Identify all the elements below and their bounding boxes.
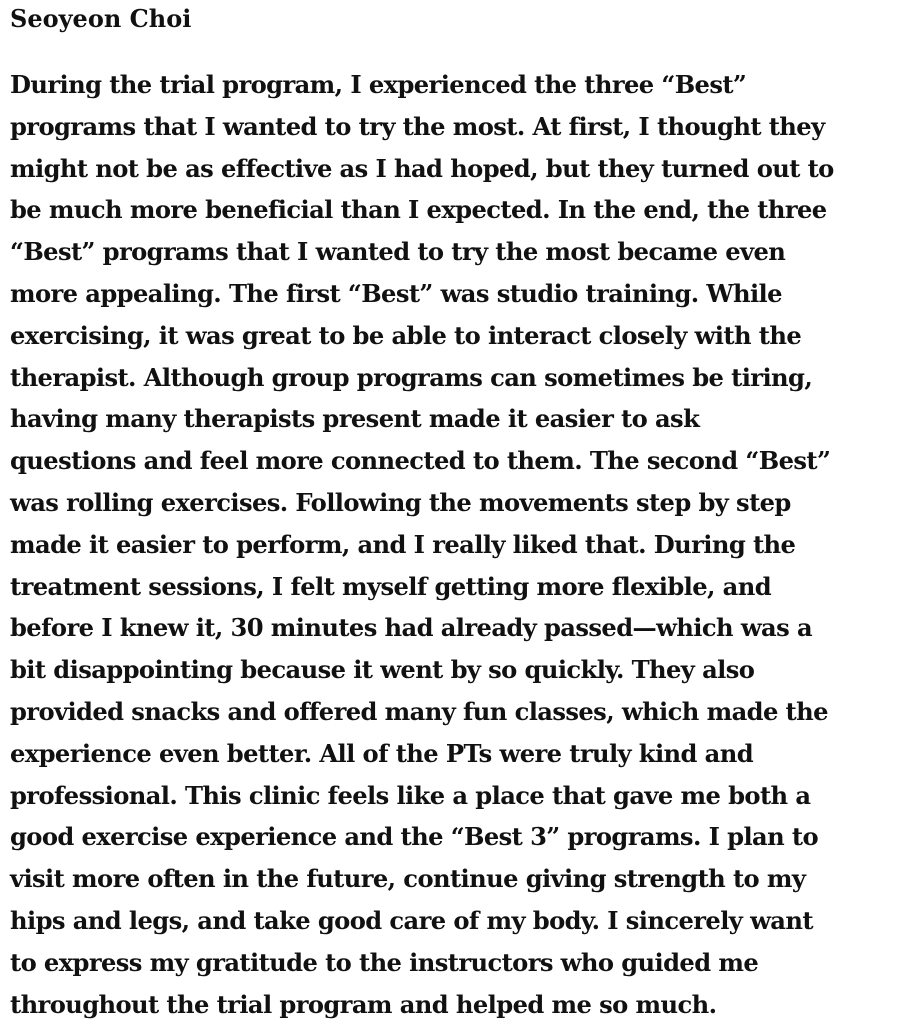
review-line: bit disappointing because it went by so quickly. They also: [10, 655, 755, 685]
review-line: experience even better. All of the PTs were truly kind and: [10, 738, 754, 768]
review-line: programs that I wanted to try the most. At first, I thought they: [10, 111, 825, 141]
review-line: treatment sessions, I felt myself getting more flexible, and: [10, 571, 772, 601]
review-line: more appealing. The first “Best” was studio training. While: [10, 278, 782, 308]
review-line: throughout the trial program and helped me so much.: [10, 989, 717, 1019]
review-line: exercising, it was great to be able to interact closely with the: [10, 320, 802, 350]
review-line: professional. This clinic feels like a place that gave me both a: [10, 780, 811, 810]
review-line: questions and feel more connected to them. The second “Best”: [10, 446, 831, 476]
review-line: provided snacks and offered many fun classes, which made the: [10, 696, 828, 726]
review-line: made it easier to perform, and I really liked that. During the: [10, 529, 796, 559]
review-line: therapist. Although group programs can sometimes be tiring,: [10, 362, 813, 392]
review-line: visit more often in the future, continue giving strength to my: [10, 864, 806, 894]
review-line: hips and legs, and take good care of my body. I sincerely want: [10, 905, 813, 935]
review-line: before I knew it, 30 minutes had already passed—which was a: [10, 613, 813, 643]
review-body: [10, 64, 900, 1025]
review-line: might not be as effective as I had hoped, but they turned out to: [10, 153, 834, 183]
review-line: be much more beneficial than I expected. In the end, the three: [10, 195, 827, 225]
review-line: good exercise experience and the “Best 3” programs. I plan to: [10, 822, 819, 852]
review-line: was rolling exercises. Following the movements step by step: [10, 487, 791, 517]
review-line: to express my gratitude to the instructors who guided me: [10, 947, 759, 977]
review-line: having many therapists present made it easier to ask: [10, 404, 700, 434]
review-line: “Best” programs that I wanted to try the most became even: [10, 237, 786, 267]
review-line: During the trial program, I experienced the three “Best”: [10, 70, 747, 99]
author-name: Seoyeon Choi: [10, 4, 192, 33]
